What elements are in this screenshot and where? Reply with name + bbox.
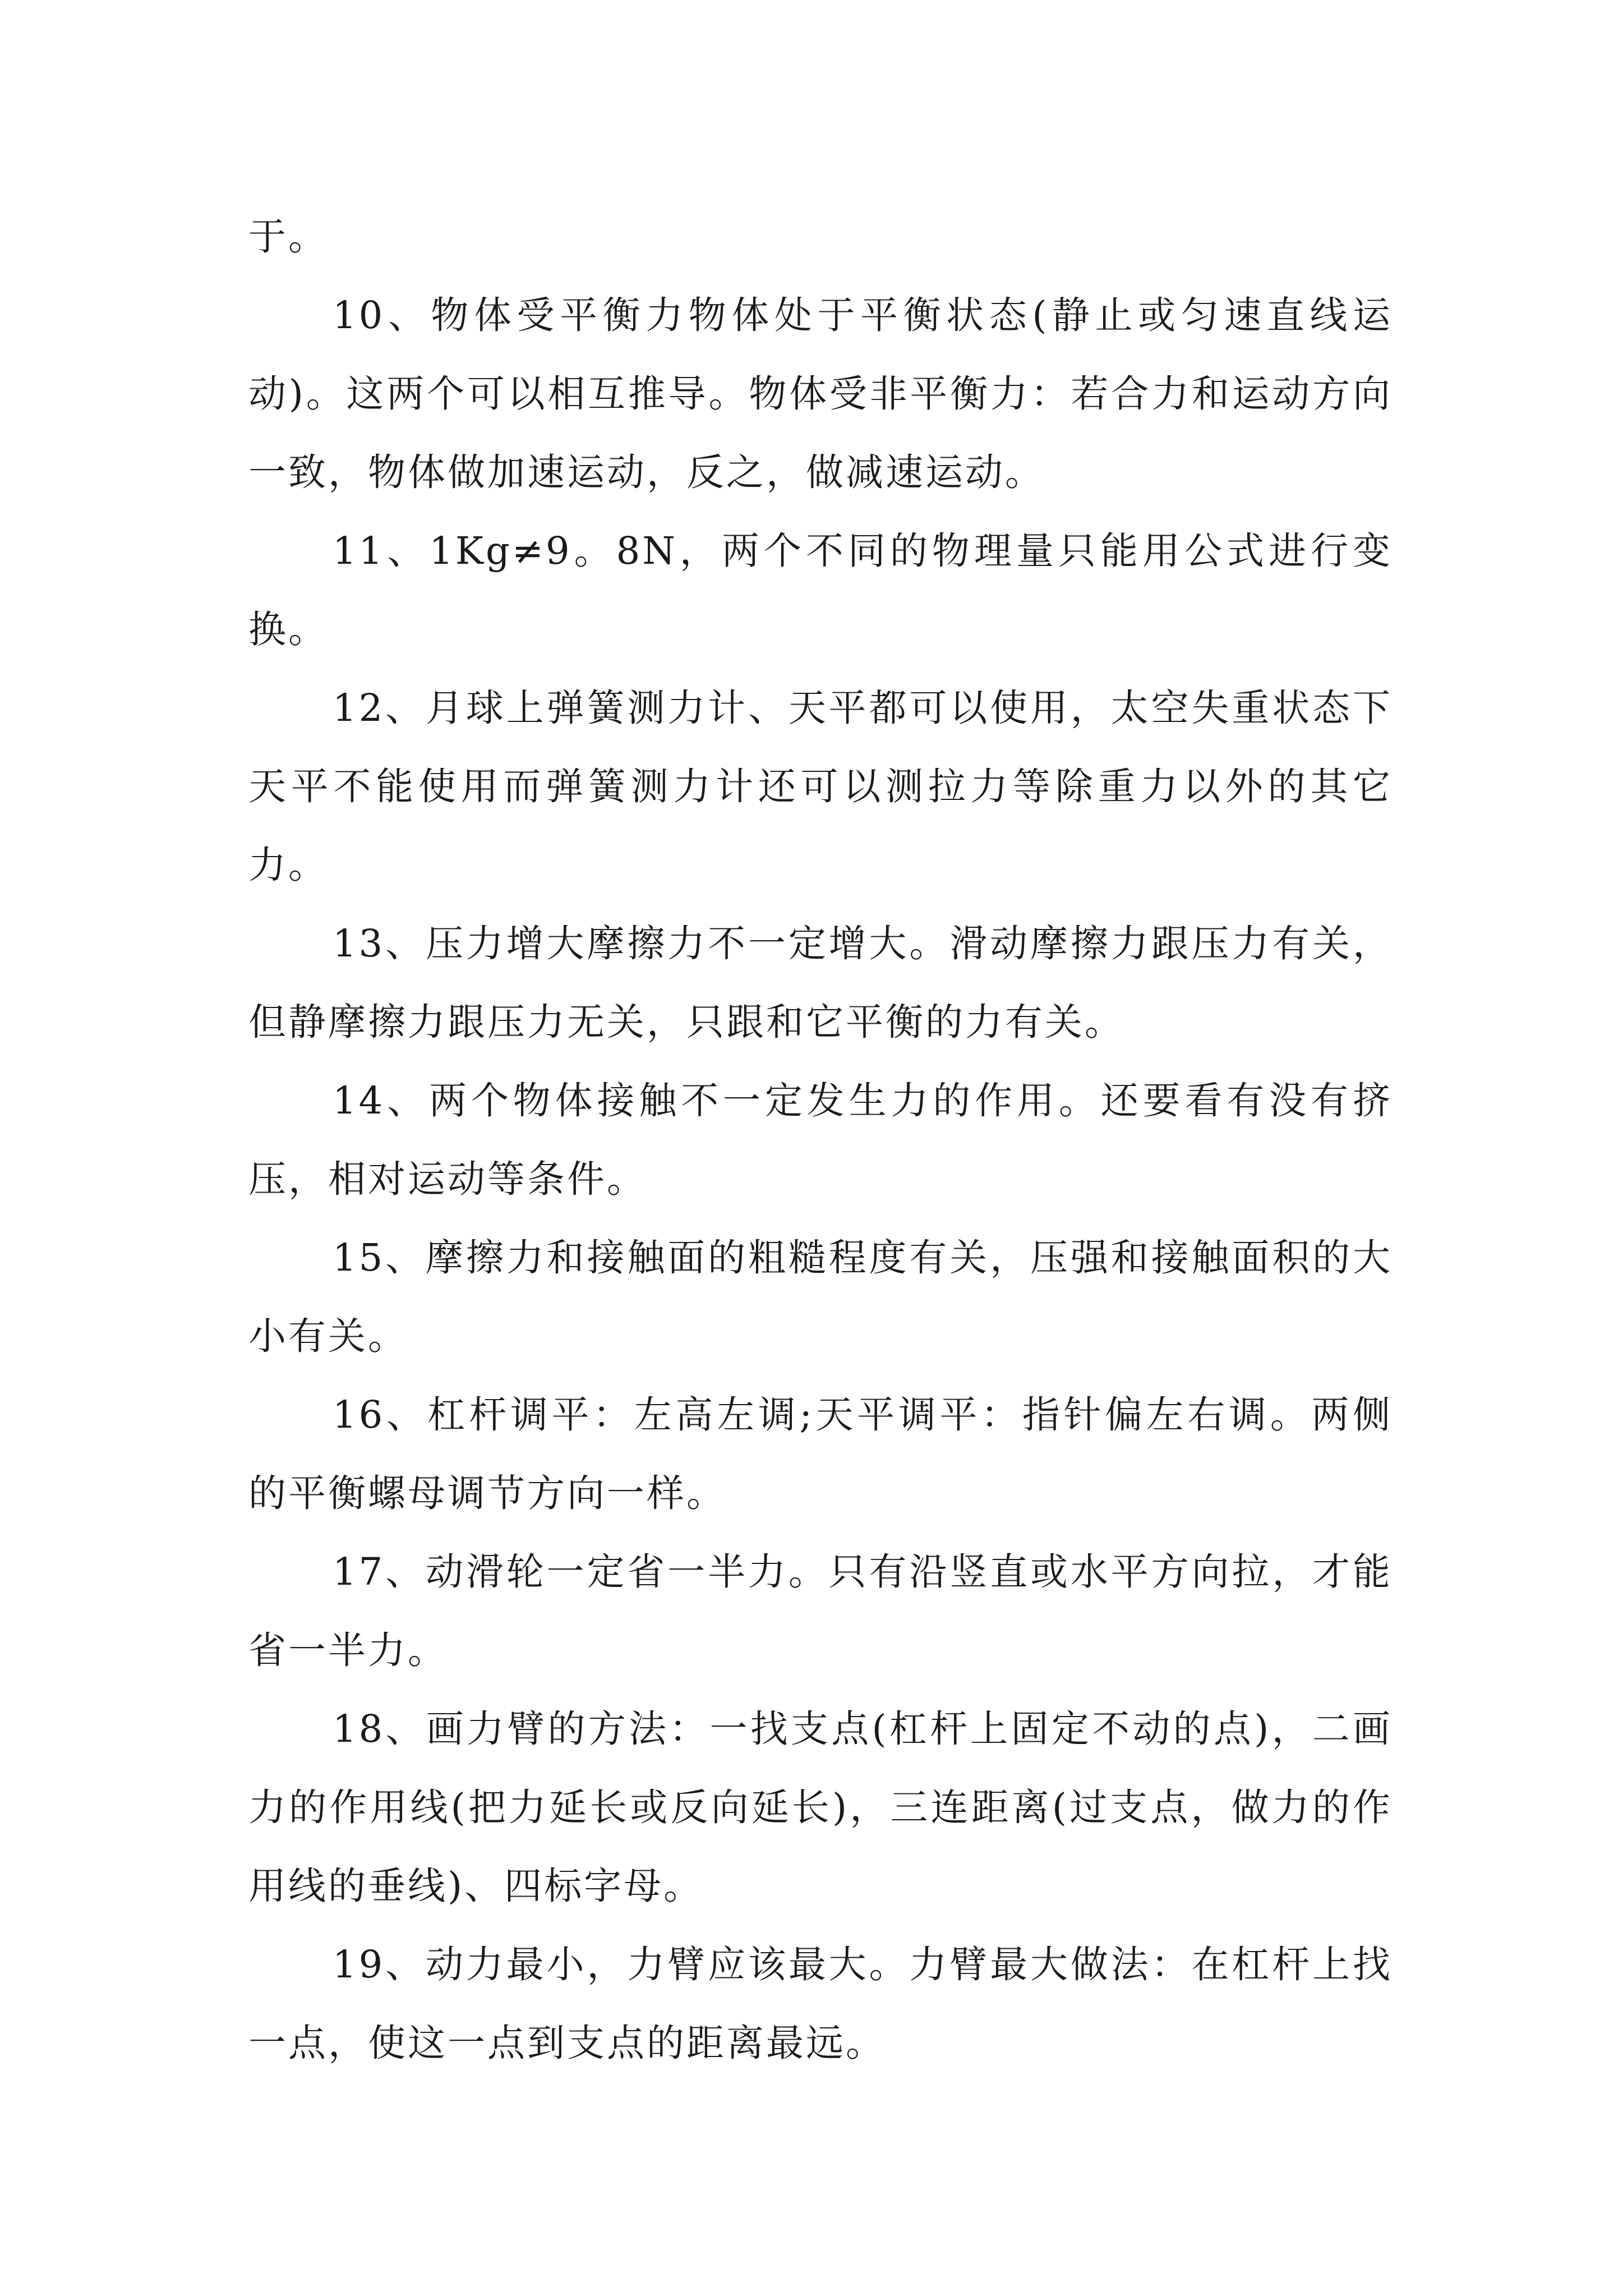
paragraph-17: 17、动滑轮一定省一半力。只有沿竖直或水平方向拉，才能省一半力。 (248, 1550, 1393, 1672)
paragraph-continuation: 于。 (248, 215, 328, 259)
paragraph-18: 18、画力臂的方法：一找支点(杠杆上固定不动的点)，二画力的作用线(把力延长或反向延长)，三连距离(过支点，做力的作用线的垂线)、四标字母。 (248, 1707, 1393, 1908)
paragraph-12: 12、月球上弹簧测力计、天平都可以使用，太空失重状态下天平不能使用而弹簧测力计还可以测拉力等除重力以外的其它力。 (248, 686, 1393, 887)
paragraph-16: 16、杠杆调平：左高左调;天平调平：指针偏左右调。两侧的平衡螺母调节方向一样。 (248, 1393, 1393, 1515)
document-body (248, 197, 1393, 2082)
paragraph-11: 11、1Kg≠9。8N，两个不同的物理量只能用公式进行变换。 (248, 529, 1393, 651)
paragraph-14: 14、两个物体接触不一定发生力的作用。还要看有没有挤压，相对运动等条件。 (248, 1079, 1393, 1201)
paragraph-10: 10、物体受平衡力物体处于平衡状态(静止或匀速直线运动)。这两个可以相互推导。物体受非平衡力：若合力和运动方向一致，物体做加速运动，反之，做减速运动。 (248, 293, 1393, 494)
paragraph-13: 13、压力增大摩擦力不一定增大。滑动摩擦力跟压力有关，但静摩擦力跟压力无关，只跟和它平衡的力有关。 (248, 922, 1393, 1044)
paragraph-19: 19、动力最小，力臂应该最大。力臂最大做法：在杠杆上找一点，使这一点到支点的距离最远。 (248, 1943, 1393, 2065)
paragraph-15: 15、摩擦力和接触面的粗糙程度有关，压强和接触面积的大小有关。 (248, 1236, 1393, 1358)
